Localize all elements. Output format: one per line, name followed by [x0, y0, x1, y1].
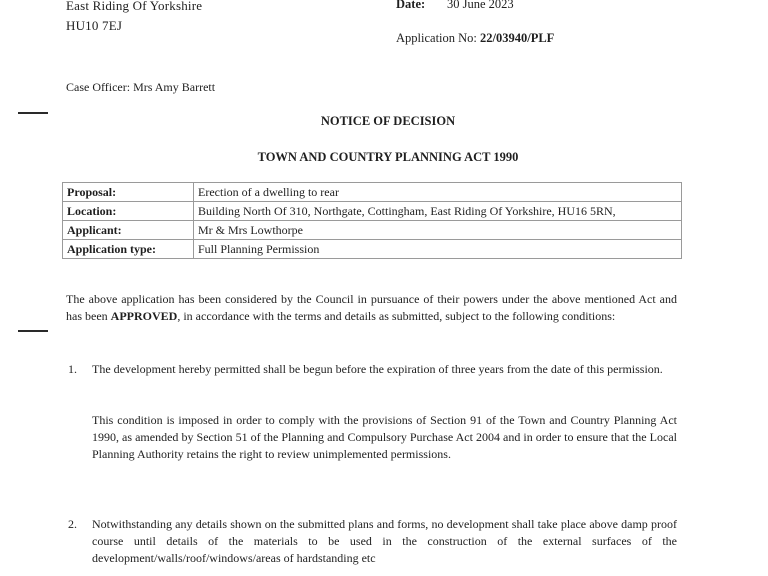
- table-row: [63, 202, 682, 221]
- detail-label: Proposal:: [63, 183, 194, 202]
- condition-reason: This condition is imposed in order to comply with the provisions of Section 91 of the Town and Country Planning Act 1990, as amended by Section 51 of the Planning and Compulsory Purchase Act 2004 and in order to ensure that the Local Planning Authority retains the right to review unimplemented permissions.: [92, 413, 677, 461]
- table-row: [63, 183, 682, 202]
- decision-status: APPROVED: [110, 309, 178, 323]
- address-postcode: HU10 7EJ: [66, 18, 123, 33]
- condition-text: The development hereby permitted shall be begun before the expiration of three years from the date of this permission.: [92, 362, 663, 376]
- address-line-1: East Riding Of Yorkshire: [66, 0, 203, 13]
- condition-number: 1.: [68, 362, 77, 376]
- detail-value: Mr & Mrs Lowthorpe: [194, 221, 682, 240]
- detail-label: Application type:: [63, 240, 194, 259]
- detail-label: Applicant:: [63, 221, 194, 240]
- condition-text: Notwithstanding any details shown on the submitted plans and forms, no development shall take place above damp proof course until details of the materials to be used in the construction of the external surfaces of the development/walls/roof/windows/areas of hardstanding etc: [92, 517, 677, 565]
- detail-value: Full Planning Permission: [194, 240, 682, 259]
- decision-text-before: The above application has been considered by the Council in pursuance of their powers under the above mentioned Act and has been: [66, 292, 677, 323]
- condition-number: 2.: [68, 517, 77, 531]
- table-row: [63, 221, 682, 240]
- application-number-value: 22/03940/PLF: [480, 31, 555, 45]
- decision-text-after: , in accordance with the terms and details as submitted, subject to the following conditions:: [177, 309, 616, 323]
- detail-value: Erection of a dwelling to rear: [194, 183, 682, 202]
- application-details-table: [62, 182, 682, 259]
- detail-label: Location:: [63, 202, 194, 221]
- date-value: 30 June 2023: [447, 0, 514, 11]
- application-number: [396, 31, 554, 46]
- application-number-label: Application No:: [396, 31, 477, 45]
- margin-fold-mark: [18, 330, 48, 332]
- detail-value: Building North Of 310, Northgate, Cottingham, East Riding Of Yorkshire, HU16 5RN,: [194, 202, 682, 221]
- notice-heading: NOTICE OF DECISION: [320, 114, 456, 128]
- date-label: Date:: [396, 0, 426, 11]
- act-heading: TOWN AND COUNTRY PLANNING ACT 1990: [257, 150, 519, 164]
- decision-paragraph: [66, 291, 677, 325]
- case-officer: Case Officer: Mrs Amy Barrett: [66, 80, 216, 94]
- table-row: [63, 240, 682, 259]
